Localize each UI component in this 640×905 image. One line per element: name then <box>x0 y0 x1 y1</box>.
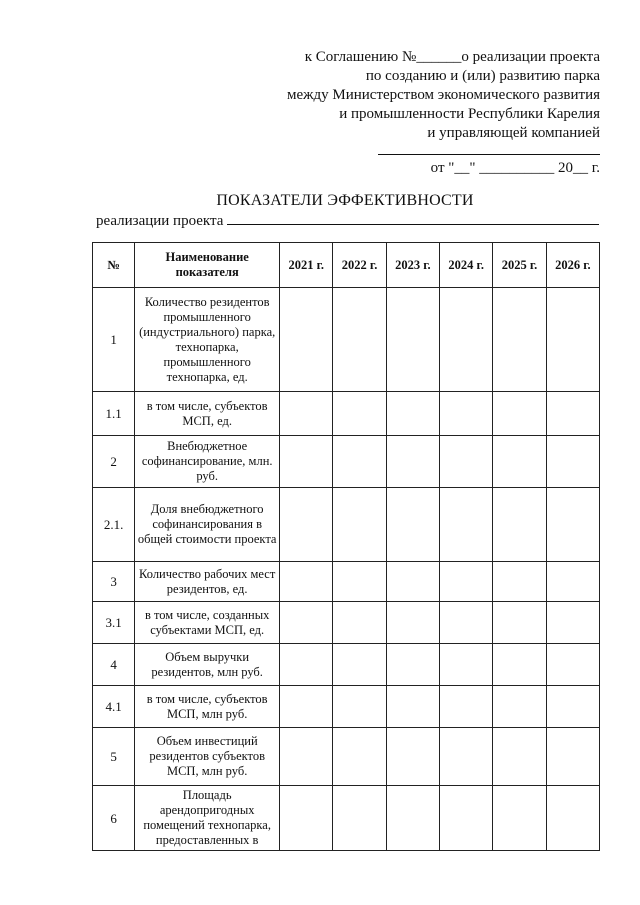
value-cell[interactable] <box>493 602 546 644</box>
value-cell[interactable] <box>440 728 493 786</box>
row-number: 3.1 <box>93 602 135 644</box>
value-cell[interactable] <box>440 602 493 644</box>
table-row <box>93 686 600 728</box>
value-cell[interactable] <box>386 392 439 436</box>
value-cell[interactable] <box>546 392 599 436</box>
subtitle-text: реализации проекта <box>96 213 224 229</box>
row-number: 4.1 <box>93 686 135 728</box>
table-row <box>93 644 600 686</box>
kpi-table <box>92 242 600 851</box>
value-cell[interactable] <box>386 562 439 602</box>
page-subtitle <box>96 211 599 230</box>
value-cell[interactable] <box>493 562 546 602</box>
indicator-name: в том числе, субъектов МСП, ед. <box>135 392 280 436</box>
value-cell[interactable] <box>386 786 439 851</box>
value-cell[interactable] <box>493 392 546 436</box>
value-cell[interactable] <box>493 644 546 686</box>
table-row <box>93 288 600 392</box>
value-cell[interactable] <box>493 728 546 786</box>
value-cell[interactable] <box>440 392 493 436</box>
indicator-name: в том числе, субъектов МСП, млн руб. <box>135 686 280 728</box>
value-cell[interactable] <box>280 288 333 392</box>
value-cell[interactable] <box>333 644 386 686</box>
value-cell[interactable] <box>386 686 439 728</box>
row-number: 2.1. <box>93 488 135 562</box>
value-cell[interactable] <box>440 644 493 686</box>
value-cell[interactable] <box>386 436 439 488</box>
table-row <box>93 728 600 786</box>
header-name: Наименование показателя <box>135 243 280 288</box>
value-cell[interactable] <box>280 728 333 786</box>
value-cell[interactable] <box>546 488 599 562</box>
table-row <box>93 562 600 602</box>
value-cell[interactable] <box>280 786 333 851</box>
row-number: 3 <box>93 562 135 602</box>
indicator-name: Объем инвестиций резидентов субъектов МСП, млн руб. <box>135 728 280 786</box>
value-cell[interactable] <box>440 288 493 392</box>
value-cell[interactable] <box>440 686 493 728</box>
value-cell[interactable] <box>333 288 386 392</box>
value-cell[interactable] <box>280 436 333 488</box>
row-number: 6 <box>93 786 135 851</box>
table-header-row <box>93 243 600 288</box>
row-number: 4 <box>93 644 135 686</box>
value-cell[interactable] <box>386 602 439 644</box>
page-title: ПОКАЗАТЕЛИ ЭФФЕКТИВНОСТИ <box>216 192 474 209</box>
indicator-name: Площадь арендопригодных помещений технопарка, предоставленных в <box>135 786 280 851</box>
value-cell[interactable] <box>333 686 386 728</box>
value-cell[interactable] <box>280 644 333 686</box>
value-cell[interactable] <box>546 644 599 686</box>
value-cell[interactable] <box>280 392 333 436</box>
value-cell[interactable] <box>546 436 599 488</box>
value-cell[interactable] <box>493 488 546 562</box>
signature-line <box>378 154 600 155</box>
row-number: 2 <box>93 436 135 488</box>
value-cell[interactable] <box>440 786 493 851</box>
indicator-name: в том числе, созданных субъектами МСП, ед. <box>135 602 280 644</box>
value-cell[interactable] <box>333 728 386 786</box>
value-cell[interactable] <box>333 392 386 436</box>
row-number: 1.1 <box>93 392 135 436</box>
header-num: № <box>93 243 135 288</box>
value-cell[interactable] <box>333 436 386 488</box>
value-cell[interactable] <box>386 728 439 786</box>
header-year-2024: 2024 г. <box>440 243 493 288</box>
header-line-2: по созданию и (или) развитию парка <box>365 68 600 84</box>
value-cell[interactable] <box>280 602 333 644</box>
value-cell[interactable] <box>280 562 333 602</box>
header-year-2023: 2023 г. <box>386 243 439 288</box>
project-name-blank <box>227 211 599 225</box>
header-year-2021: 2021 г. <box>280 243 333 288</box>
header-year-2022: 2022 г. <box>333 243 386 288</box>
agreement-header <box>260 48 600 143</box>
value-cell[interactable] <box>333 786 386 851</box>
table-row <box>93 436 600 488</box>
value-cell[interactable] <box>546 686 599 728</box>
value-cell[interactable] <box>546 562 599 602</box>
value-cell[interactable] <box>493 436 546 488</box>
value-cell[interactable] <box>440 562 493 602</box>
value-cell[interactable] <box>440 436 493 488</box>
table-row <box>93 786 600 851</box>
row-number: 1 <box>93 288 135 392</box>
value-cell[interactable] <box>493 288 546 392</box>
header-year-2026: 2026 г. <box>546 243 599 288</box>
value-cell[interactable] <box>546 602 599 644</box>
value-cell[interactable] <box>280 686 333 728</box>
value-cell[interactable] <box>546 728 599 786</box>
table-row <box>93 488 600 562</box>
value-cell[interactable] <box>333 488 386 562</box>
value-cell[interactable] <box>386 644 439 686</box>
value-cell[interactable] <box>493 786 546 851</box>
value-cell[interactable] <box>386 488 439 562</box>
header-line-3: между Министерством экономического развития <box>286 87 600 103</box>
indicator-name: Доля внебюджетного софинансирования в общей стоимости проекта <box>135 488 280 562</box>
value-cell[interactable] <box>440 488 493 562</box>
table-row <box>93 392 600 436</box>
value-cell[interactable] <box>280 488 333 562</box>
row-number: 5 <box>93 728 135 786</box>
table-row <box>93 602 600 644</box>
indicator-name: Количество рабочих мест резидентов, ед. <box>135 562 280 602</box>
value-cell[interactable] <box>333 562 386 602</box>
value-cell[interactable] <box>546 786 599 851</box>
header-line-5: и управляющей компанией <box>427 125 600 141</box>
header-line-1: к Соглашению №______о реализации проекта <box>304 49 600 65</box>
value-cell[interactable] <box>333 602 386 644</box>
indicator-name: Объем выручки резидентов, млн руб. <box>135 644 280 686</box>
value-cell[interactable] <box>493 686 546 728</box>
value-cell[interactable] <box>386 288 439 392</box>
date-line: от "__" __________ 20__ г. <box>430 160 600 176</box>
header-line-4: и промышленности Республики Карелия <box>339 106 600 122</box>
indicator-name: Внебюджетное софинансирование, млн. руб. <box>135 436 280 488</box>
value-cell[interactable] <box>546 288 599 392</box>
indicator-name: Количество резидентов промышленного (индустриального) парка, технопарка, промышленного технопарка, ед. <box>135 288 280 392</box>
header-year-2025: 2025 г. <box>493 243 546 288</box>
